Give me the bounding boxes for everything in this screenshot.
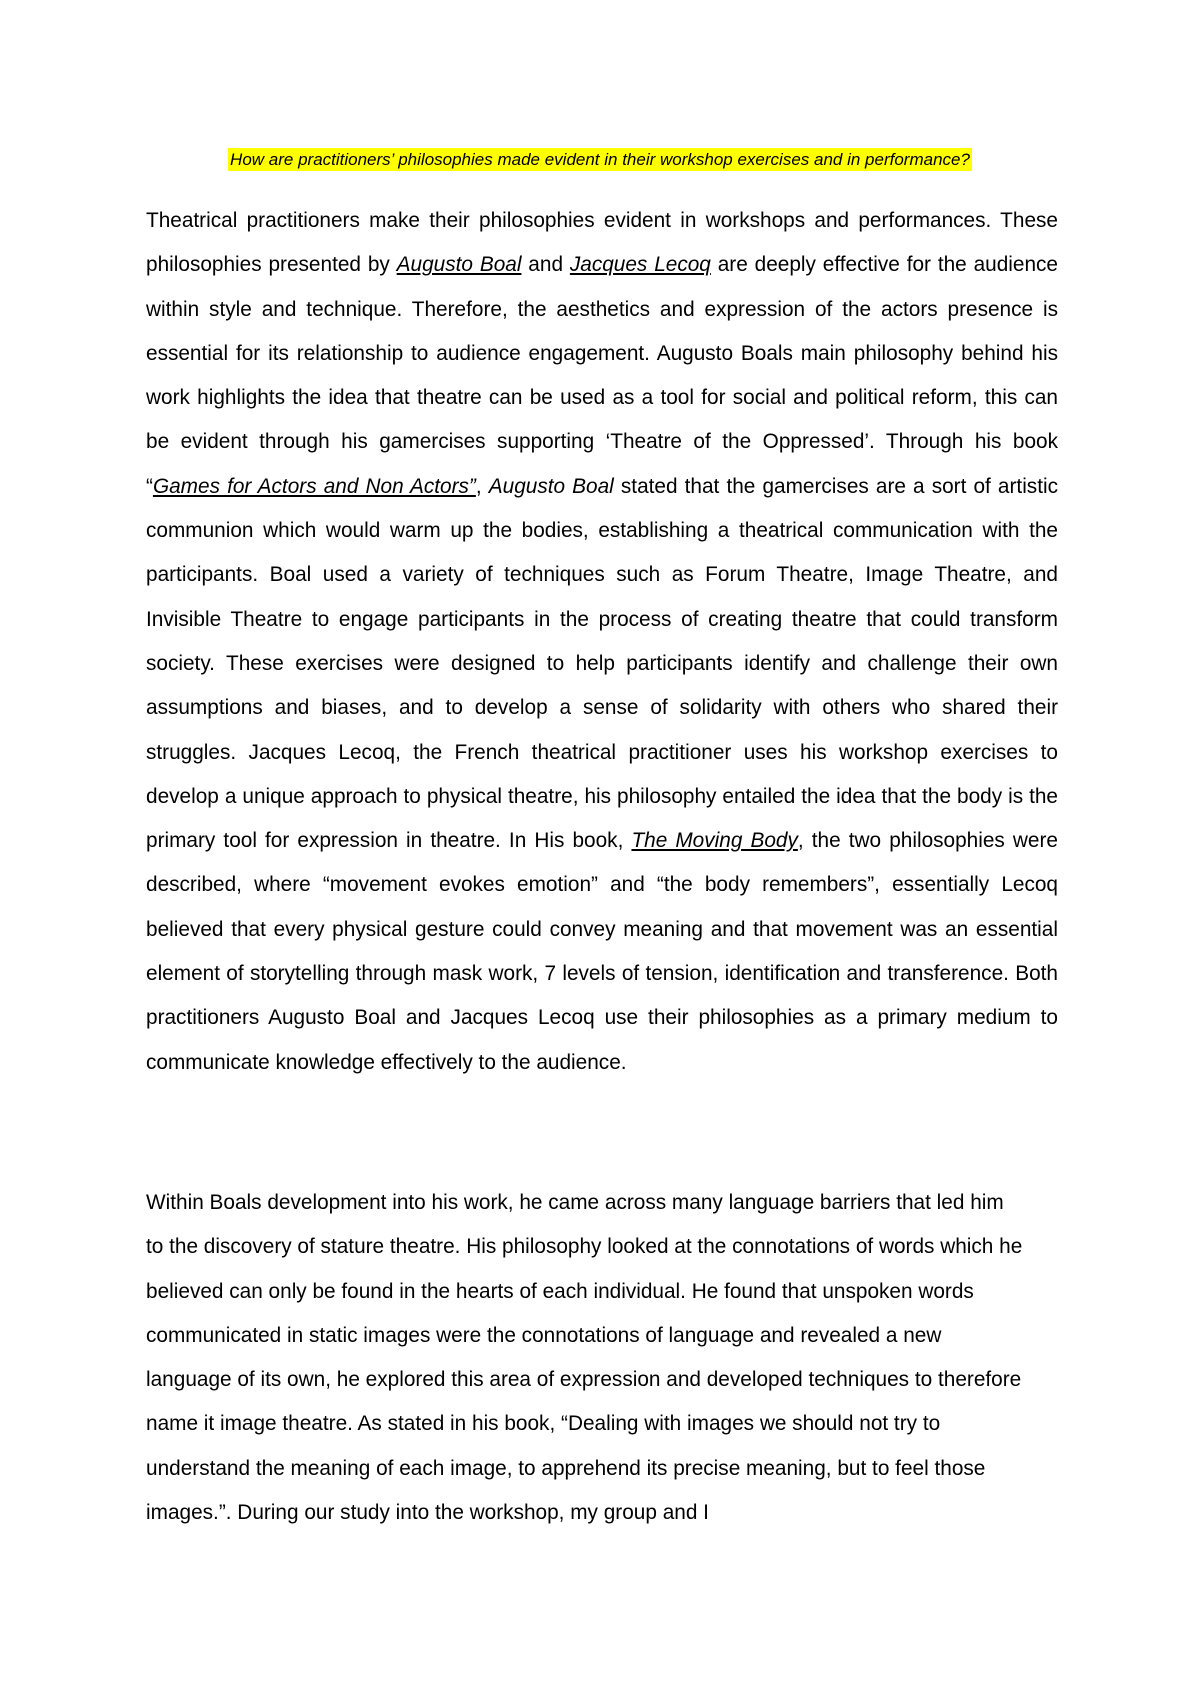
p1-text-6: , the two philosophies were described, where “movement evokes emotion” and “the body remembers”, essentially Lecoq believed that every physical gesture could convey meaning and that movement was an essential element of storytelling through mask work, 7 levels of tension, identification and transference. Both practitioners Augusto Boal and Jacques Lecoq use their philosophies as a primary medium to communicate knowledge effectively to the audience. [146,829,1058,1074]
question-heading [0,146,1200,175]
jacques-lecoq-underlined: Jacques Lecoq [569,253,711,277]
paragraph-2: Within Boals development into his work, he came across many language barriers that led him to the discovery of stature theatre. His philosophy looked at the connotations of words which he believed can only be found in the hearts of each individual. He found that unspoken words communicated in static images were the connotations of language and revealed a new language of its own, he explored this area of expression and developed techniques to therefore name it image theatre. As stated in his book, “Dealing with images we should not try to understand the meaning of each image, to apprehend its precise meaning, but to feel those images.”. During our study into the workshop, my group and I [146,1191,1023,1525]
highlighted-question: How are practitioners’ philosophies made evident in their workshop exercises and in performance? [230,150,970,169]
p1-text-3: are deeply effective for the audience within style and technique. Therefore, the aesthetics and expression of the actors presence is essential for its relationship to audience engagement. Augusto Boals main philosophy behind his work highlights the idea that theatre can be used as a tool for social and political reform, this can be evident through his gamercises supporting ‘Theatre of the Oppressed’. Through his book “ [146,253,1059,498]
p1-text-1: Theatrical practitioners make their philosophies evident in workshops and performances. These philosophies presented by [146,209,1058,277]
book-title-games: Games for Actors and Non Actors” [152,474,476,498]
p1-text-4: , [475,474,489,498]
augusto-boal-italic: Augusto Boal [488,474,614,498]
p1-text-5: stated that the gamercises are a sort of artistic communion which would warm up the bodies, establishing a theatrical communication with the participants. Boal used a variety of techniques such as Forum Theatre, Image Theatre, and Invisible Theatre to engage participants in the process of creating theatre that could transform society. These exercises were designed to help participants identify and challenge their own assumptions and biases, and to develop a sense of solidarity with others who shared their struggles. Jacques Lecoq, the French theatrical practitioner uses his workshop exercises to develop a unique approach to physical theatre, his philosophy entailed the idea that the body is the primary tool for expression in theatre. In His book, [146,474,1059,853]
book-title-moving-body: The Moving Body [631,829,798,853]
paragraph-1 [146,199,1058,1085]
p1-text-2: and [521,253,570,277]
augusto-boal-underlined: Augusto Boal [396,253,522,277]
